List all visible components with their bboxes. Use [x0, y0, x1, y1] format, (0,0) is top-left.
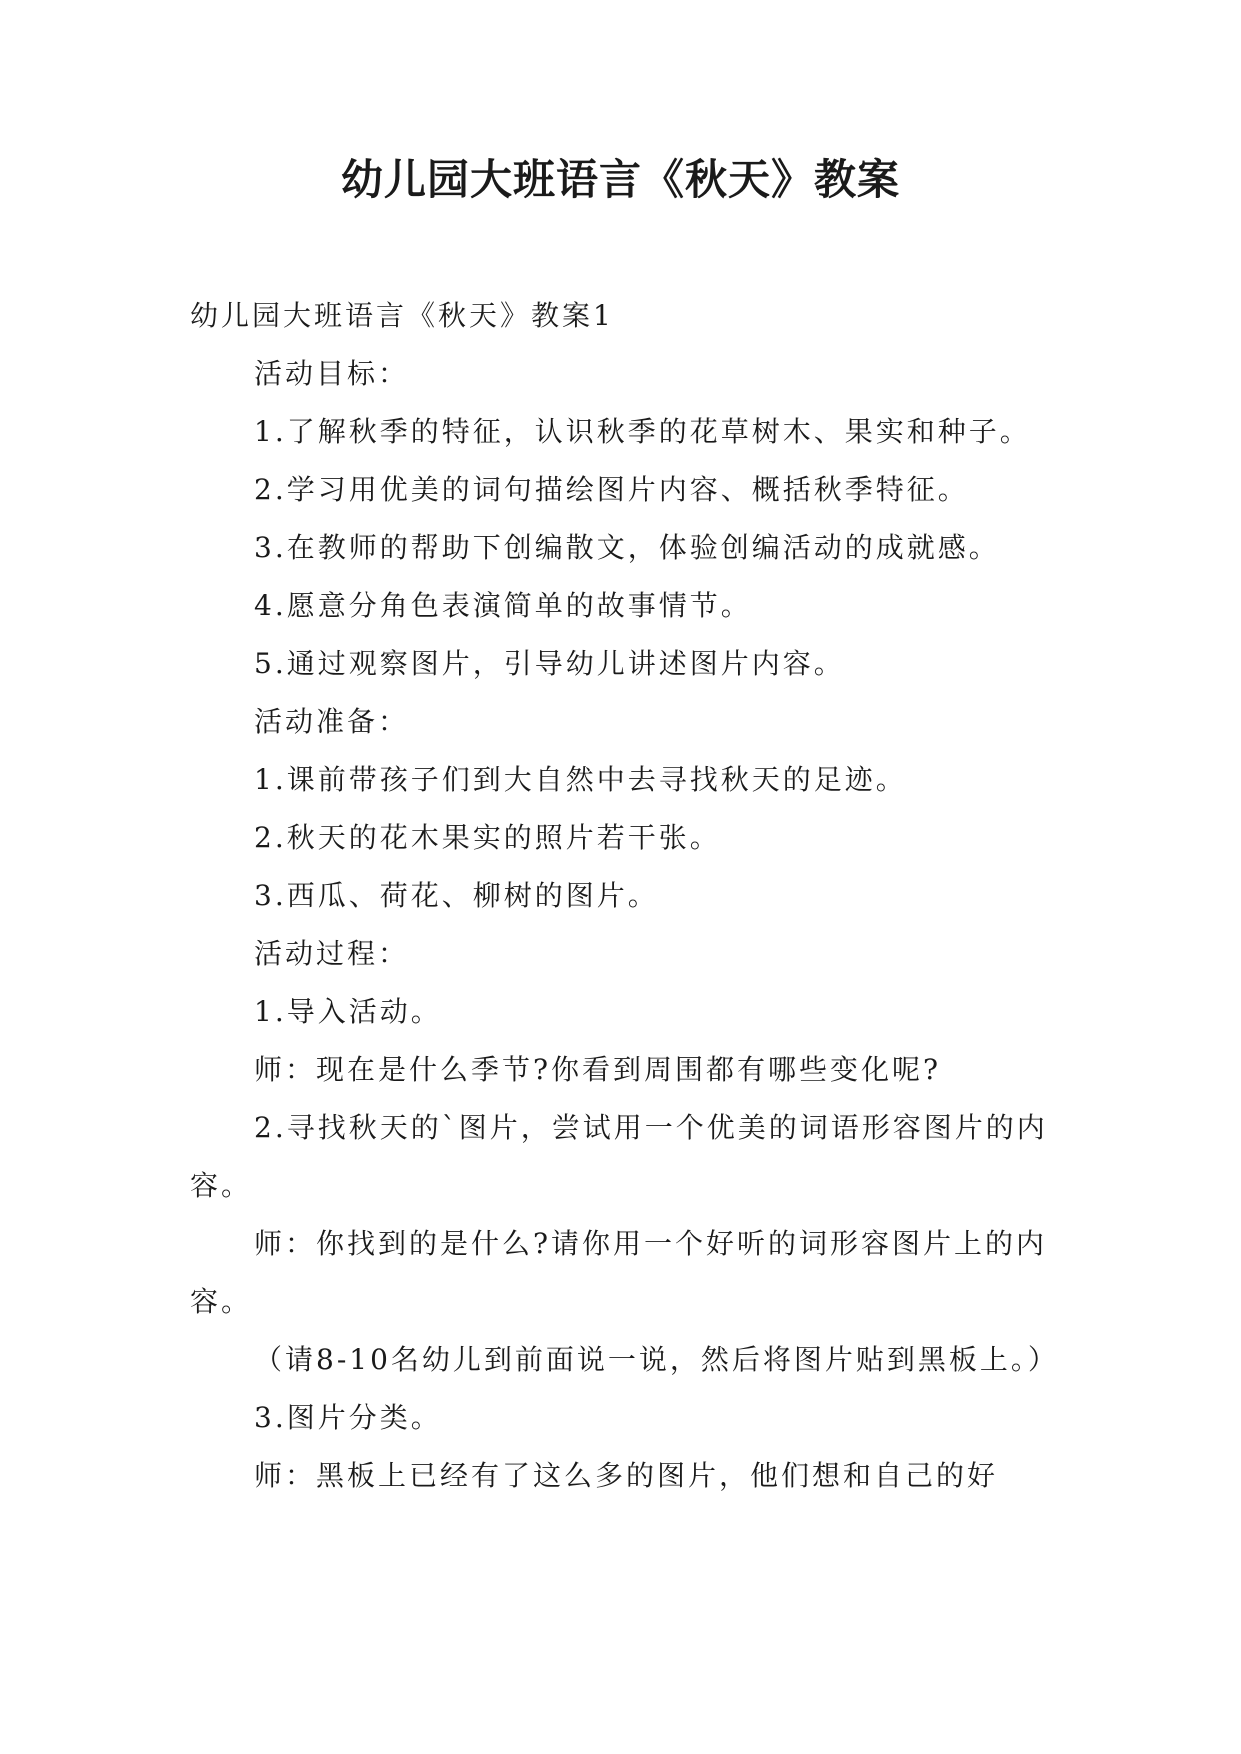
paragraph: 师：现在是什么季节?你看到周围都有哪些变化呢? [254, 1053, 942, 1086]
paragraph: （请8-10名幼儿到前面说一说，然后将图片贴到黑板上。） [254, 1343, 1059, 1376]
document-body [190, 287, 1080, 1505]
paragraph: 活动过程： [254, 937, 410, 970]
paragraph: 3.图片分类。 [254, 1401, 442, 1434]
paragraph: 师：黑板上已经有了这么多的图片，他们想和自己的好 [254, 1459, 999, 1492]
paragraph: 2.学习用优美的词句描绘图片内容、概括秋季特征。 [254, 473, 969, 506]
paragraph: 4.愿意分角色表演简单的故事情节。 [254, 589, 752, 622]
paragraph: 3.在教师的帮助下创编散文，体验创编活动的成就感。 [254, 531, 1000, 564]
paragraph: 活动目标： [254, 357, 410, 390]
paragraph: 5.通过观察图片，引导幼儿讲述图片内容。 [254, 647, 845, 680]
paragraph: 活动准备： [254, 705, 410, 738]
document-title: 幼儿园大班语言《秋天》教案 [340, 155, 900, 204]
paragraph: 2.寻找秋天的`图片，尝试用一个优美的词语形容图片的内容。 [190, 1111, 1048, 1202]
paragraph: 1.了解秋季的特征，认识秋季的花草树木、果实和种子。 [254, 415, 1031, 448]
paragraph: 1.课前带孩子们到大自然中去寻找秋天的足迹。 [254, 763, 907, 796]
paragraph: 师：你找到的是什么?请你用一个好听的词形容图片上的内容。 [190, 1227, 1048, 1318]
paragraph: 1.导入活动。 [254, 995, 442, 1028]
paragraph: 2.秋天的花木果实的照片若干张。 [254, 821, 721, 854]
paragraph: 3.西瓜、荷花、柳树的图片。 [254, 879, 659, 912]
section-heading: 幼儿园大班语言《秋天》教案1 [190, 299, 614, 332]
